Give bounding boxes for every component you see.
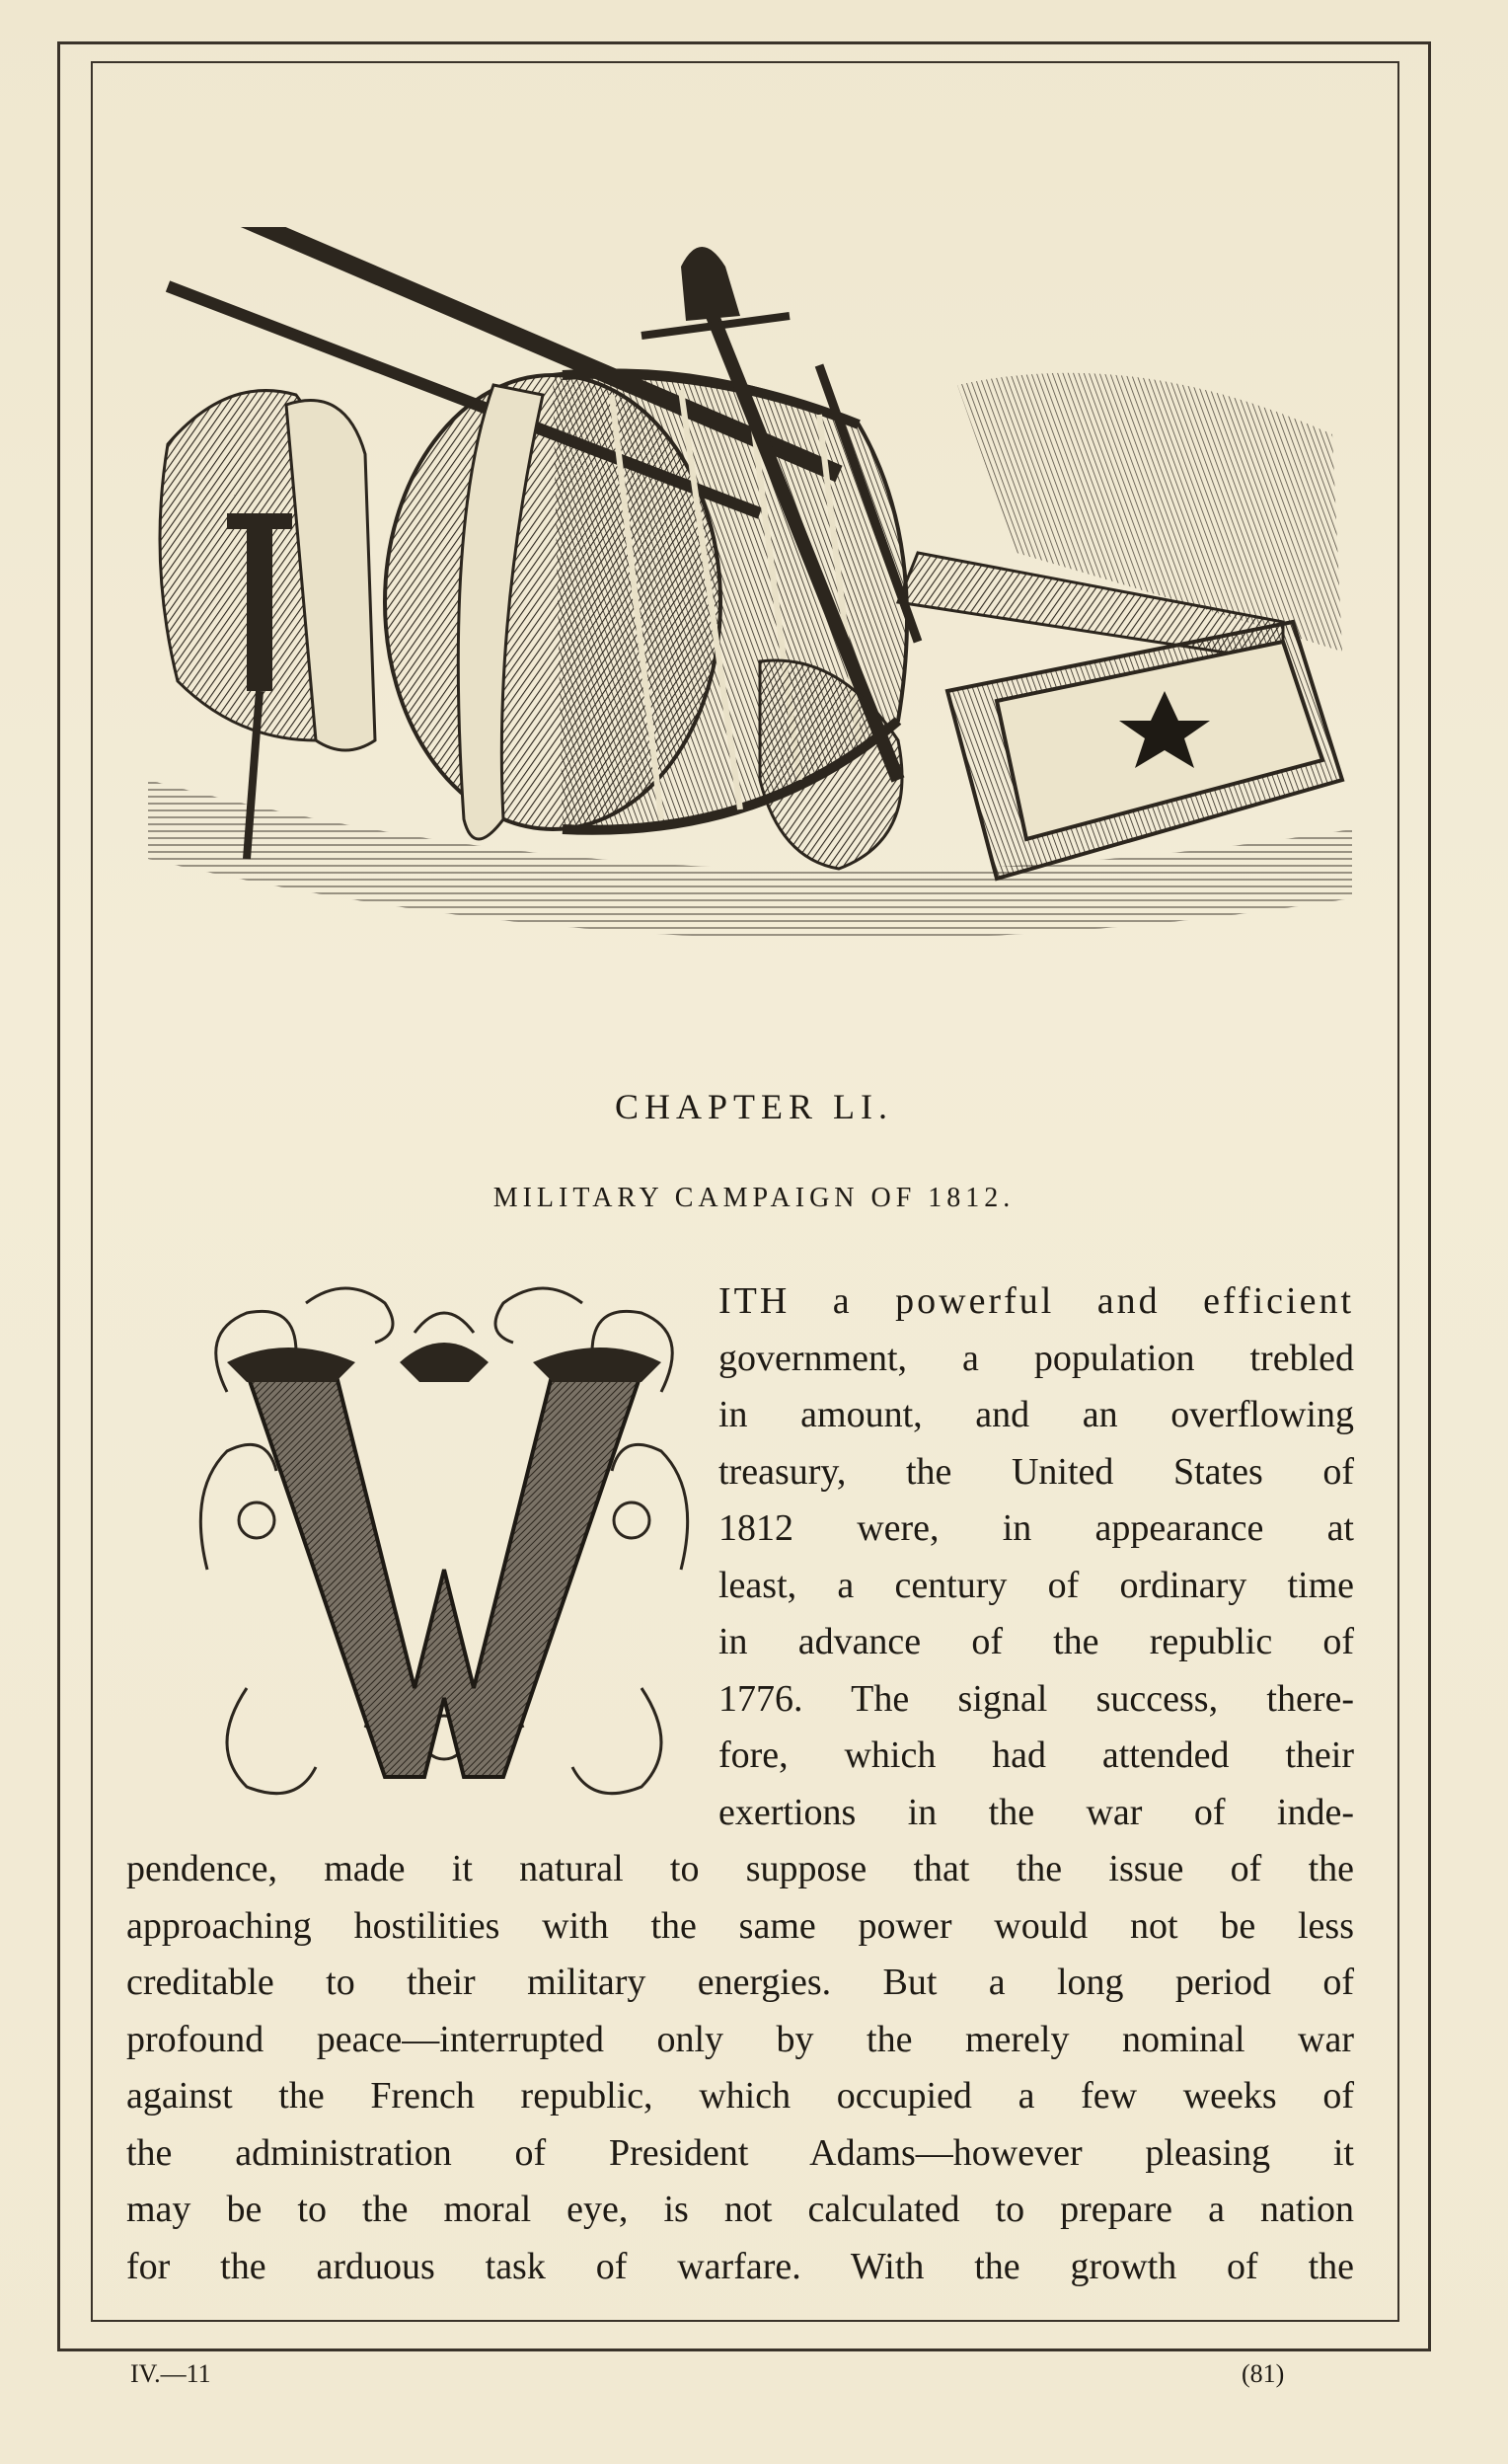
body-line: exertions in the war of inde- [718, 1791, 1354, 1833]
body-line: 1812 were, in appearance at [718, 1507, 1354, 1549]
body-line: the administration of President Adams—however pleasing it [126, 2131, 1354, 2174]
body-line: may be to the moral eye, is not calculated to prepare a nation [126, 2189, 1354, 2230]
chapter-subtitle: MILITARY CAMPAIGN OF 1812. [492, 1183, 1016, 1213]
body-line: profound peace—interrupted only by the merely nominal war [126, 2018, 1354, 2060]
signature-mark: IV.—11 [130, 2359, 211, 2388]
body-line: fore, which had attended their [718, 1734, 1354, 1776]
body-line: least, a century of ordinary time [718, 1564, 1354, 1606]
body-line: treasury, the United States of [718, 1450, 1354, 1493]
body-line: in amount, and an overflowing [718, 1394, 1354, 1435]
body-line: 1776. The signal success, there- [718, 1677, 1354, 1720]
body-line: ITH a powerful and efficient [718, 1280, 1354, 1322]
military-drum-trophy-icon [148, 227, 1352, 977]
body-line: government, a population trebled [718, 1337, 1354, 1379]
chapter-title: CHAPTER LI. [615, 1087, 893, 1126]
page-number: (81) [1242, 2359, 1285, 2388]
body-line: creditable to their military energies. But a long period of [126, 1962, 1354, 2003]
body-line: pendence, made it natural to suppose that the issue of the [126, 1848, 1354, 1889]
body-line: for the arduous task of warfare. With the growth of the [126, 2245, 1354, 2287]
body-line: against the French republic, which occupied a few weeks of [126, 2075, 1354, 2117]
body-line: in advance of the republic of [718, 1621, 1354, 1662]
body-text [126, 1273, 1354, 2295]
body-line: approaching hostilities with the same power would not be less [126, 1904, 1354, 1947]
